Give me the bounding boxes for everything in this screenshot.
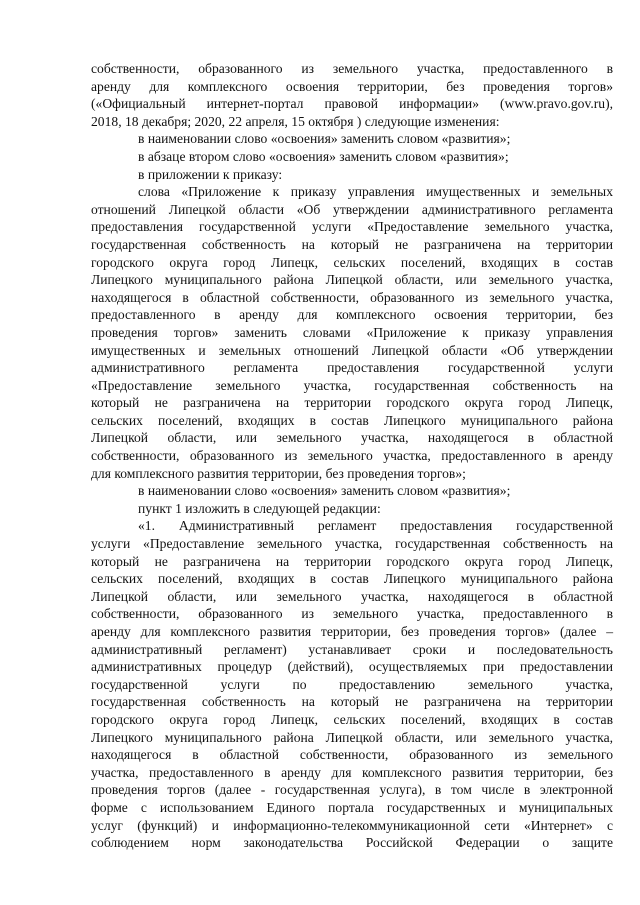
text-line: Липецкого муниципального района Липецкой области, или земельного участка, [91,272,613,288]
text-line: для комплексного развития территории, без проведения торгов»; [91,465,466,481]
text-line: государственная собственность на который не разграничена на территории [91,236,613,252]
text-line: предоставления государственной услуги «Предоставление земельного участка, [91,219,613,235]
text-line: административный регламент) устанавливает сроки и последовательность [91,641,613,657]
text-line: пункт 1 изложить в следующей редакции: [138,500,381,516]
text-line: в абзаце втором слово «освоения» заменить словом «развития»; [138,148,509,164]
text-line: административного регламента предоставления государственной услуги [91,360,613,376]
text-line: городского округа город Липецк, сельских поселений, входящих в состав [91,711,613,727]
text-line: сельских поселений, входящих в состав Липецкого муниципального района [91,571,613,587]
text-line: сельских поселений, входящих в состав Липецкого муниципального района [91,412,613,428]
text-line: предоставленного в аренду для комплексного освоения территории, без [91,307,613,323]
text-line: имущественных и земельных отношений Липецкой области «Об утверждении [91,342,613,358]
text-line: городского округа город Липецк, сельских поселений, входящих в состав [91,254,613,270]
text-line: аренду для комплексного освоения территории, без проведения торгов» [91,78,613,94]
text-line: («Официальный интернет-портал правовой информации» (www.pravo.gov.ru), [91,96,613,112]
text-line: Липецкой области, или земельного участка, находящегося в областной [91,430,613,446]
text-line: слова «Приложение к приказу управления имущественных и земельных [138,184,613,200]
text-line: находящегося в областной собственности, образованного из земельного участка, [91,289,613,305]
text-line: собственности, образованного из земельного участка, предоставленного в аренду [91,448,613,464]
text-line: услуги «Предоставление земельного участка, государственная собственность на [91,536,613,552]
text-line: отношений Липецкой области «Об утверждении административного регламента [91,201,613,217]
text-line: собственности, образованного из земельного участка, предоставленного в [91,61,613,76]
text-line: который не разграничена на территории городского округа город Липецк, [91,553,613,569]
text-line: проведения торгов» заменить словами «Приложение к приказу управления [91,324,613,340]
text-line: административных процедур (действий), осуществляемых при предоставлении [91,659,613,675]
text-line: «1. Административный регламент предоставления государственной [138,518,613,534]
text-line: Липецкого муниципального района Липецкой области, или земельного участка, [91,729,613,745]
text-line: государственной услуги по предоставлению земельного участка, [91,676,613,692]
document-page [91,60,613,852]
text-line: участка, предоставленного в аренду для комплексного развития территории, без [91,764,613,780]
text-line: соблюдением норм законодательства Российской Федерации о защите [91,835,613,851]
text-line: услуг (функций) и информационно-телекоммуникационной сети «Интернет» с [91,817,613,833]
text-line: «Предоставление земельного участка, государственная собственность на [91,377,613,393]
text-line: находящегося в областной собственности, образованного из земельного [91,747,613,763]
text-line: Липецкой области, или земельного участка, находящегося в областной [91,588,613,604]
text-line: 2018, 18 декабря; 2020, 22 апреля, 15 октября ) следующие изменения: [91,113,500,129]
text-line: собственности, образованного из земельного участка, предоставленного в [91,606,613,622]
text-line: в приложении к приказу: [138,166,283,182]
text-line: аренду для комплексного развития территории, без проведения торгов» (далее – [91,624,613,639]
text-line: проведения торгов (далее - государственная услуга), в том числе в электронной [91,782,613,798]
text-line: в наименовании слово «освоения» заменить словом «развития»; [138,131,511,147]
text-line: который не разграничена на территории городского округа город Липецк, [91,395,613,411]
text-line: в наименовании слово «освоения» заменить словом «развития»; [138,483,511,499]
text-line: государственная собственность на который не разграничена на территории [91,694,613,710]
text-line: форме с использованием Единого портала государственных и муниципальных [91,799,613,815]
